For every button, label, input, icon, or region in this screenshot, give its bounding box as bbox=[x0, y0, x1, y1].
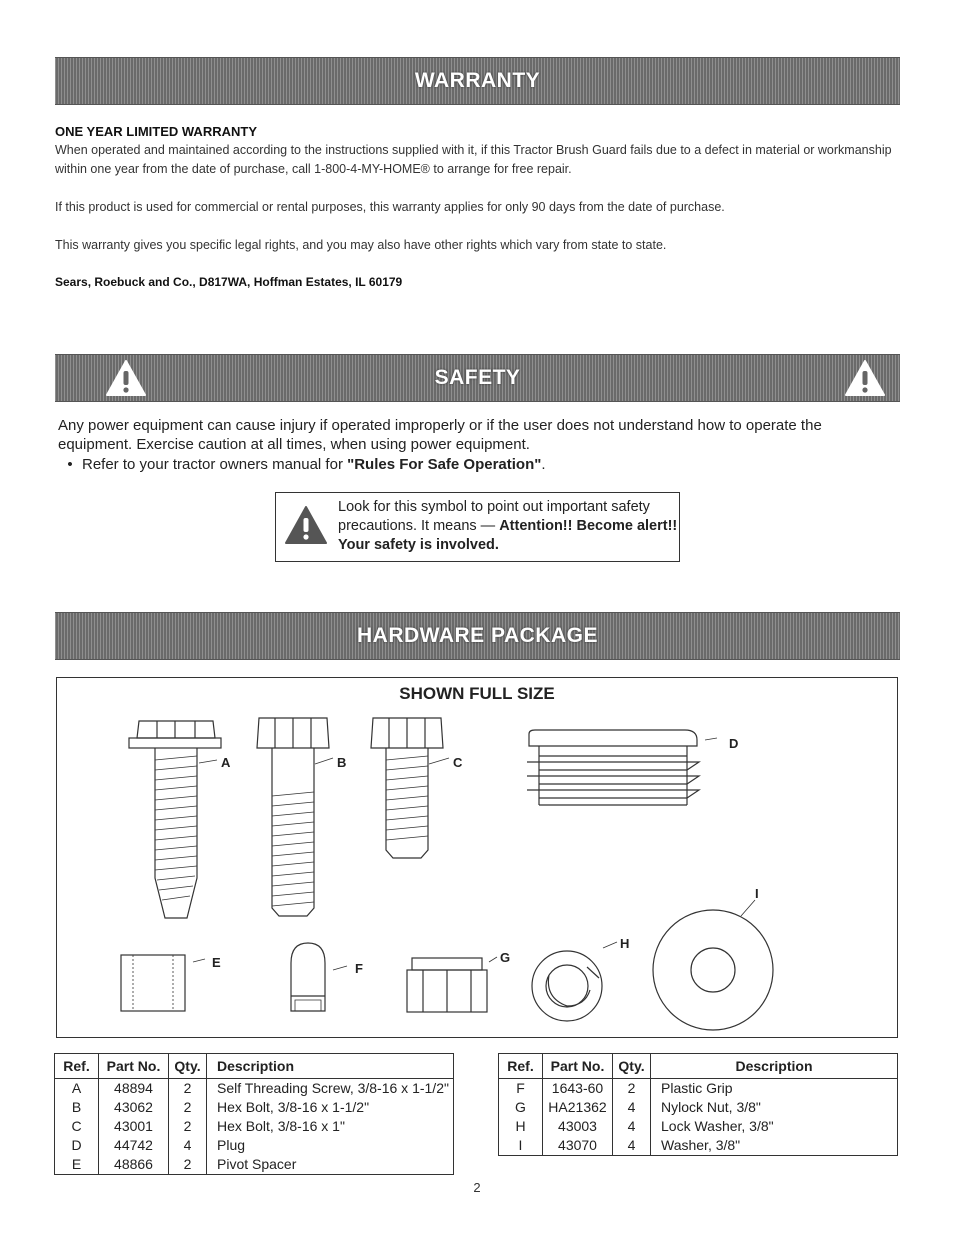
table-header-row bbox=[55, 1054, 454, 1079]
header-ref: Ref. bbox=[55, 1054, 99, 1079]
cell-part-no: 44742 bbox=[99, 1136, 169, 1155]
label-e: E bbox=[212, 955, 221, 970]
cell-ref: I bbox=[499, 1136, 543, 1156]
warranty-heading: ONE YEAR LIMITED WARRANTY bbox=[55, 124, 257, 139]
cell-ref: B bbox=[55, 1098, 99, 1117]
warning-triangle-icon bbox=[844, 359, 886, 397]
cell-part-no: 43003 bbox=[543, 1117, 613, 1136]
safety-bullet bbox=[58, 455, 888, 474]
cell-part-no: 43062 bbox=[99, 1098, 169, 1117]
cell-qty: 2 bbox=[613, 1079, 651, 1099]
cell-ref: F bbox=[499, 1079, 543, 1099]
safety-symbol-desc: Look for this symbol to point out important safety precautions. It means — bbox=[338, 499, 650, 534]
cell-ref: C bbox=[55, 1117, 99, 1136]
cell-ref: G bbox=[499, 1098, 543, 1117]
cell-qty: 2 bbox=[169, 1155, 207, 1175]
washer-i bbox=[653, 900, 773, 1030]
label-f: F bbox=[355, 961, 363, 976]
safety-bullet-text: Refer to your tractor owners manual for bbox=[82, 456, 348, 473]
cell-part-no: 1643-60 bbox=[543, 1079, 613, 1099]
safety-symbol-bold: Attention!! Become alert!! Your safety is involved. bbox=[338, 518, 678, 553]
parts-table-right bbox=[498, 1053, 898, 1156]
bullet-icon: • bbox=[67, 456, 73, 473]
safety-symbol-text bbox=[338, 498, 678, 555]
cell-qty: 2 bbox=[169, 1117, 207, 1136]
label-g: G bbox=[500, 950, 511, 965]
safety-paragraph: Any power equipment can cause injury if operated improperly or if the user does not understand how to operate the equipment. Exercise caution at all times, when using power equipment. bbox=[58, 417, 822, 453]
safety-symbol-box bbox=[275, 492, 680, 562]
table-row bbox=[499, 1136, 898, 1156]
warning-triangle-icon bbox=[105, 359, 147, 397]
table-header-row bbox=[499, 1054, 898, 1079]
cell-description: Washer, 3/8" bbox=[651, 1136, 898, 1156]
cell-description: Plug bbox=[207, 1136, 454, 1155]
warranty-paragraph-1: When operated and maintained according to the instructions supplied with it, if this Tractor Brush Guard fails due to a defect in material or workmanship within one year from the date of purchase, call 1-800-4-MY-HOME® to arrange for free repair. bbox=[55, 143, 892, 176]
cell-qty: 2 bbox=[169, 1079, 207, 1099]
safety-bullet-bold: "Rules For Safe Operation" bbox=[347, 456, 542, 473]
label-c: C bbox=[453, 755, 463, 770]
table-row bbox=[499, 1117, 898, 1136]
lock-washer-h bbox=[532, 942, 617, 1021]
hardware-banner-title: HARDWARE PACKAGE bbox=[357, 624, 598, 647]
warranty-paragraph-3: This warranty gives you specific legal rights, and you may also have other rights which vary from state to state. bbox=[55, 238, 667, 252]
label-b: B bbox=[337, 755, 347, 770]
hex-bolt-c bbox=[371, 718, 443, 858]
hardware-title: SHOWN FULL SIZE bbox=[399, 684, 555, 703]
cell-description: Lock Washer, 3/8" bbox=[651, 1117, 898, 1136]
table-row bbox=[499, 1098, 898, 1117]
cell-part-no: 48866 bbox=[99, 1155, 169, 1175]
header-part-no: Part No. bbox=[543, 1054, 613, 1079]
header-part-no: Part No. bbox=[99, 1054, 169, 1079]
table-row bbox=[55, 1098, 454, 1117]
pivot-spacer-e bbox=[121, 955, 205, 1011]
cell-part-no: 48894 bbox=[99, 1079, 169, 1099]
safety-banner bbox=[55, 354, 900, 402]
cell-ref: E bbox=[55, 1155, 99, 1175]
warranty-paragraph-2: If this product is used for commercial or rental purposes, this warranty applies for only 90 days from the date of purchase. bbox=[55, 200, 725, 214]
cell-description: Nylock Nut, 3/8" bbox=[651, 1098, 898, 1117]
header-description: Description bbox=[207, 1054, 454, 1079]
page-number: 2 bbox=[473, 1180, 481, 1195]
cell-part-no: 43001 bbox=[99, 1117, 169, 1136]
safety-banner-title: SAFETY bbox=[434, 366, 521, 389]
label-i: I bbox=[755, 886, 759, 901]
header-qty: Qty. bbox=[169, 1054, 207, 1079]
table-row bbox=[55, 1155, 454, 1175]
table-row bbox=[499, 1079, 898, 1099]
cell-description: Self Threading Screw, 3/8-16 x 1-1/2" bbox=[207, 1079, 454, 1099]
cell-description: Pivot Spacer bbox=[207, 1155, 454, 1175]
warranty-banner bbox=[55, 57, 900, 105]
cell-ref: A bbox=[55, 1079, 99, 1099]
cell-qty: 4 bbox=[169, 1136, 207, 1155]
cell-qty: 4 bbox=[613, 1117, 651, 1136]
cell-description: Hex Bolt, 3/8-16 x 1-1/2" bbox=[207, 1098, 454, 1117]
table-row bbox=[55, 1079, 454, 1099]
warning-triangle-icon bbox=[284, 505, 328, 545]
nylock-nut-g bbox=[407, 957, 497, 1012]
self-threading-screw-a bbox=[129, 721, 221, 918]
cell-part-no: HA21362 bbox=[543, 1098, 613, 1117]
cell-description: Hex Bolt, 3/8-16 x 1" bbox=[207, 1117, 454, 1136]
hardware-illustration-box bbox=[56, 677, 898, 1038]
cell-description: Plastic Grip bbox=[651, 1079, 898, 1099]
cell-ref: H bbox=[499, 1117, 543, 1136]
header-description: Description bbox=[651, 1054, 898, 1079]
plug-d bbox=[527, 730, 717, 805]
table-row bbox=[55, 1136, 454, 1155]
hex-bolt-b bbox=[257, 718, 329, 916]
safety-bullet-suffix: . bbox=[541, 456, 546, 473]
cell-part-no: 43070 bbox=[543, 1136, 613, 1156]
label-d: D bbox=[729, 736, 739, 751]
header-ref: Ref. bbox=[499, 1054, 543, 1079]
hardware-banner bbox=[55, 612, 900, 660]
cell-qty: 4 bbox=[613, 1136, 651, 1156]
parts-table-left bbox=[54, 1053, 454, 1175]
cell-qty: 4 bbox=[613, 1098, 651, 1117]
warranty-banner-title: WARRANTY bbox=[414, 69, 541, 92]
cell-qty: 2 bbox=[169, 1098, 207, 1117]
hardware-illustration bbox=[57, 678, 897, 1036]
header-qty: Qty. bbox=[613, 1054, 651, 1079]
cell-ref: D bbox=[55, 1136, 99, 1155]
label-a: A bbox=[221, 755, 231, 770]
table-row bbox=[55, 1117, 454, 1136]
warranty-address: Sears, Roebuck and Co., D817WA, Hoffman Estates, IL 60179 bbox=[55, 275, 403, 289]
label-h: H bbox=[620, 936, 630, 951]
plastic-grip-f bbox=[291, 943, 347, 1011]
